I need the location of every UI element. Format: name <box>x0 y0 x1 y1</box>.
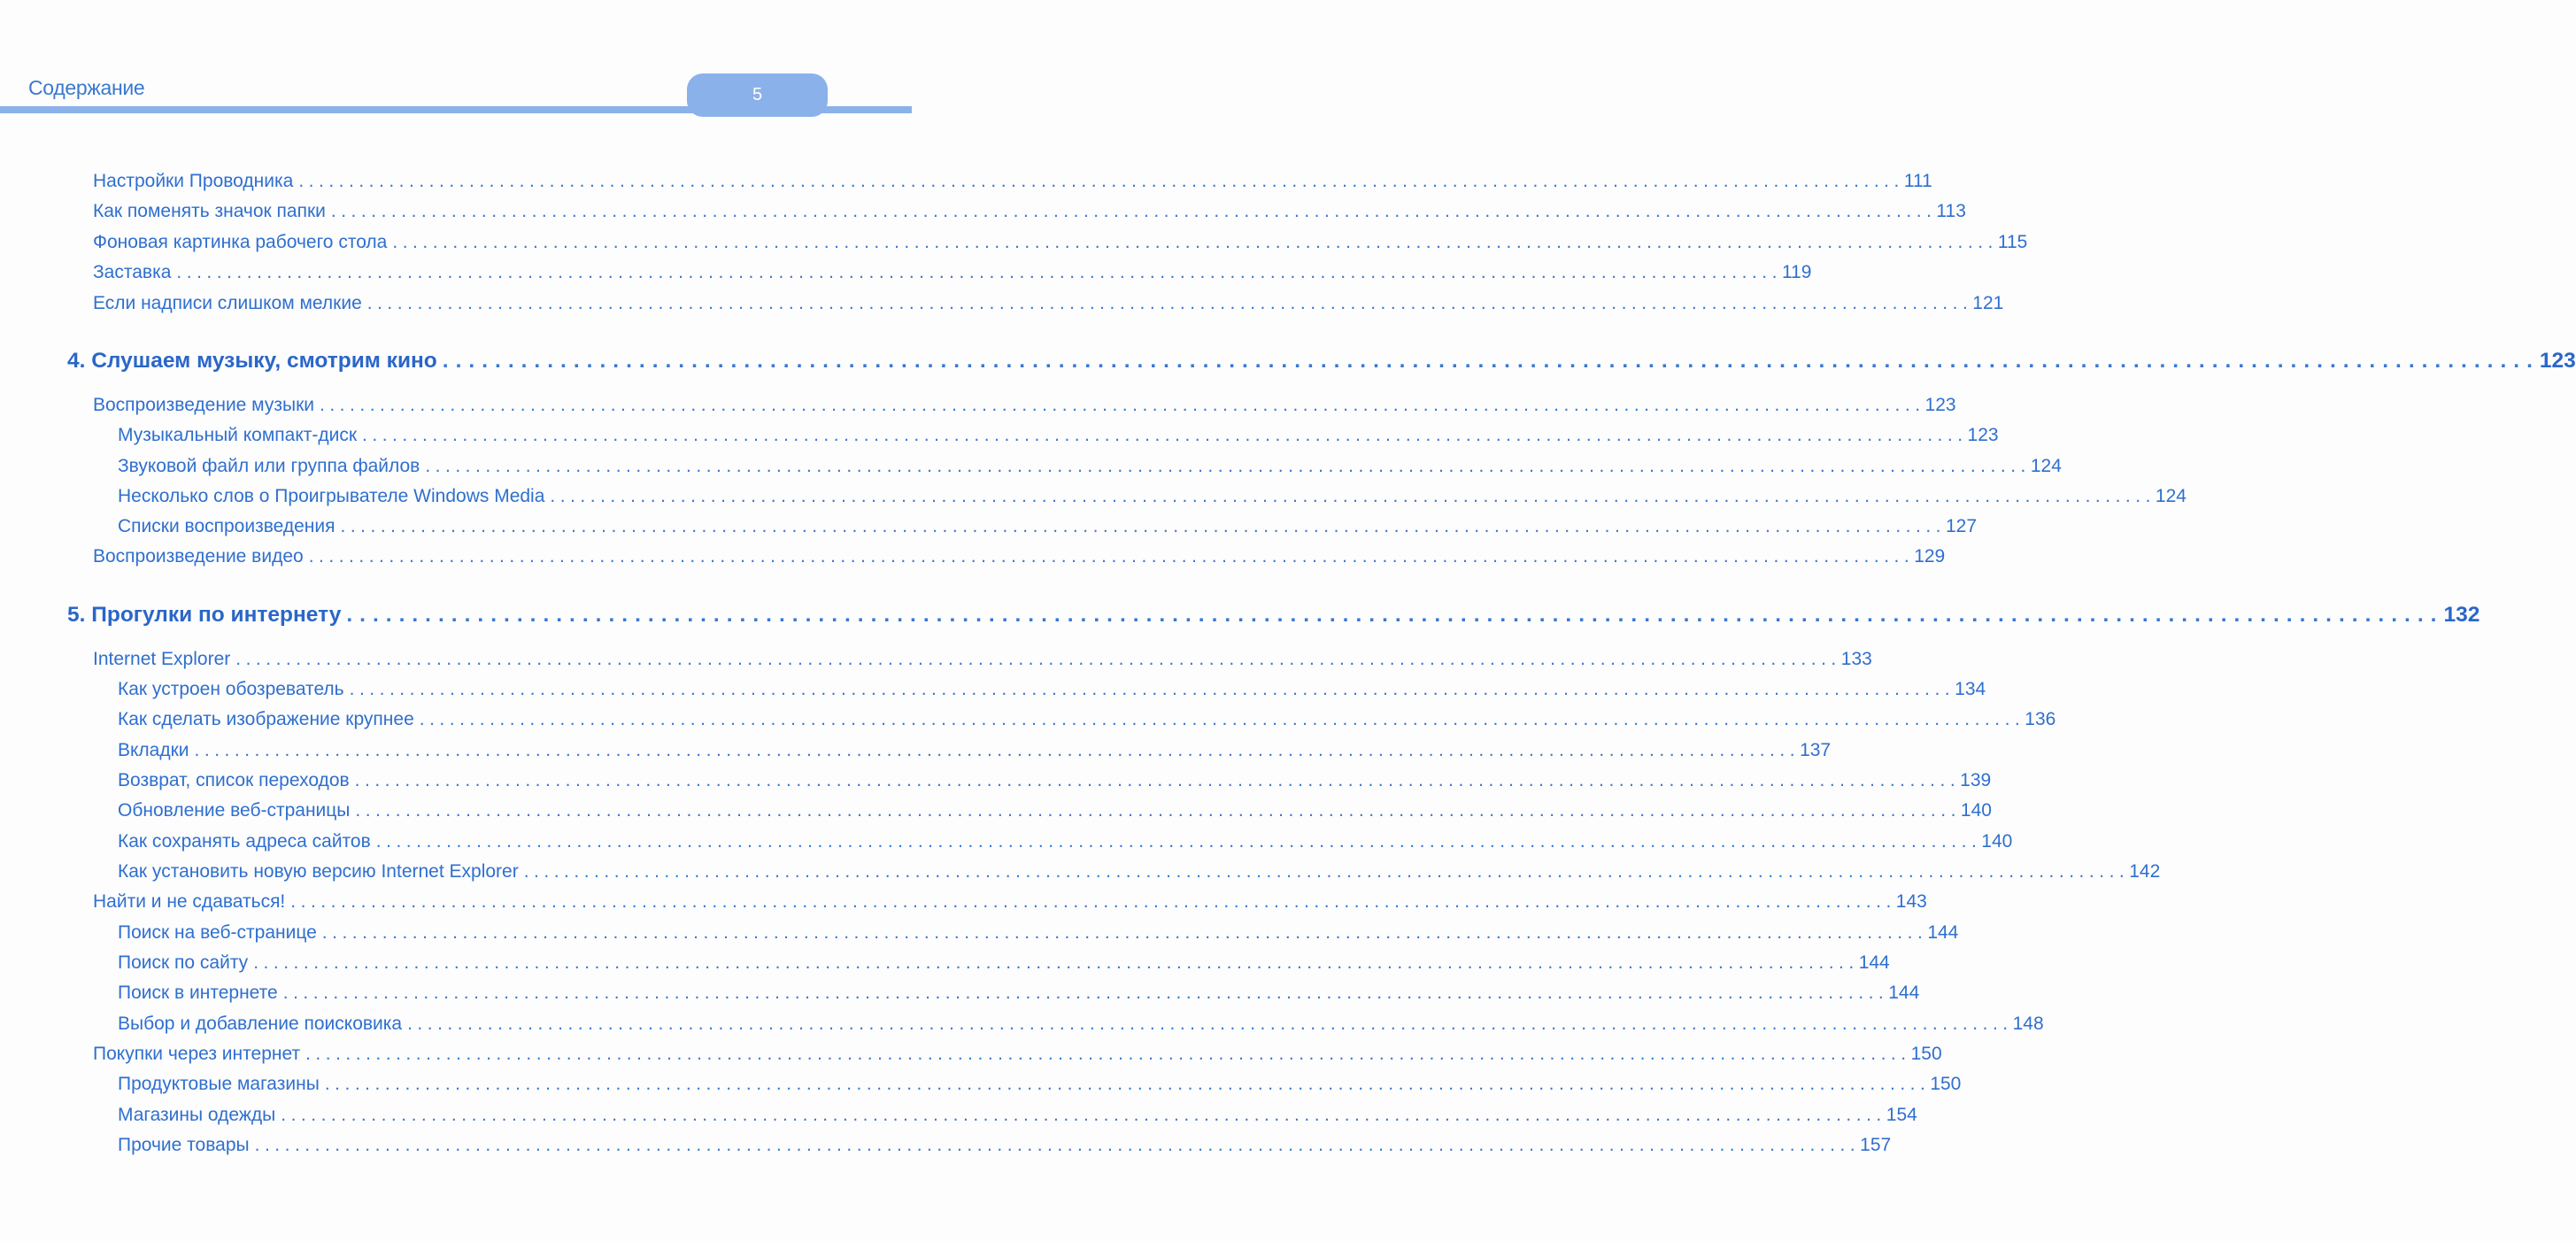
toc-subentry[interactable] <box>118 770 1992 791</box>
toc-entry[interactable] <box>93 293 2004 314</box>
toc-entry-page: 136 <box>2025 709 2056 729</box>
toc-entry-label: Звуковой файл или группа файлов <box>118 456 420 476</box>
dot-leader: ................................................................................................................................................................ <box>375 831 1982 852</box>
dot-leader: ................................................................................................................................................................ <box>354 770 1961 790</box>
toc-entry-page: 127 <box>1946 516 1978 536</box>
toc-subentry[interactable] <box>118 425 1999 446</box>
toc-chapter[interactable] <box>67 603 2480 628</box>
toc-entry-page: 150 <box>1910 1044 1942 1064</box>
toc-entry-page: 134 <box>1955 679 1986 699</box>
toc-entry-label: Покупки через интернет <box>93 1044 301 1064</box>
toc-entry[interactable] <box>93 891 1927 913</box>
toc-entry[interactable] <box>93 232 2028 253</box>
toc-entry-page: 121 <box>1972 293 2004 313</box>
dot-leader: ................................................................................................................................................................ <box>419 709 2025 729</box>
toc-entry-page: 150 <box>1930 1074 1962 1094</box>
toc-entry-page: 113 <box>1936 201 1966 221</box>
toc-entry-page: 144 <box>1888 983 1920 1003</box>
dot-leader: ................................................................................................................................................................ <box>282 983 1889 1003</box>
dot-leader: ................................................................................................................................................................ <box>281 1105 1886 1125</box>
toc-entry-page: 157 <box>1860 1135 1892 1155</box>
toc-entry-label: Магазины одежды <box>118 1105 276 1125</box>
dot-leader: ................................................................................................................................................................ <box>407 1014 2013 1034</box>
dot-leader: ................................................................................................................................................................ <box>349 679 1955 699</box>
toc-subentry[interactable] <box>118 983 1920 1004</box>
toc-entry[interactable] <box>93 201 1966 222</box>
toc-entry-label: Как установить новую версию Internet Explorer <box>118 861 519 882</box>
toc-chapter-label: 4. Слушаем музыку, смотрим кино <box>67 349 437 373</box>
dot-leader: ................................................................................................................................................................ <box>362 425 1968 445</box>
dot-leader: ................................................................................................................................................................ <box>340 516 1946 536</box>
toc-subentry[interactable] <box>118 740 1832 761</box>
toc-entry-label: Если надписи слишком мелкие <box>93 293 362 313</box>
dot-leader: ................................................................................................................................................................ <box>355 800 1961 821</box>
toc-entry-label: Как сохранять адреса сайтов <box>118 831 371 852</box>
toc-entry-label: Музыкальный компакт-диск <box>118 425 358 445</box>
dot-leader: ................................................................................................................................................................ <box>298 171 1904 191</box>
toc-entry-label: Обновление веб-страницы <box>118 800 351 821</box>
toc-entry-label: Internet Explorer <box>93 649 231 669</box>
toc-entry-page: 119 <box>1781 262 1812 282</box>
toc-entry-page: 123 <box>1967 425 1999 445</box>
toc-entry-page: 148 <box>2012 1014 2044 1034</box>
toc-entry-page: 111 <box>1903 171 1932 191</box>
dot-leader: ................................................................................................................................................................ <box>320 395 1925 415</box>
dot-leader: ................................................................................................................................................................ <box>194 740 1801 760</box>
toc-entry-page: 144 <box>1927 922 1959 943</box>
toc-subentry[interactable] <box>118 456 2062 477</box>
toc-chapter-page: 132 <box>2443 603 2480 627</box>
dot-leader: ................................................................................................................................................................ <box>442 349 2540 373</box>
toc-subentry[interactable] <box>118 922 1959 944</box>
dot-leader: ................................................................................................................................................................ <box>176 262 1782 282</box>
toc-entry-label: Списки воспроизведения <box>118 516 335 536</box>
toc-subentry[interactable] <box>118 679 1986 700</box>
toc-entry-page: 143 <box>1895 891 1927 912</box>
dot-leader: ................................................................................................................................................................ <box>253 952 1859 973</box>
page-number-badge <box>687 73 828 117</box>
toc-entry-label: Прочие товары <box>118 1135 250 1155</box>
dot-leader: ................................................................................................................................................................ <box>235 649 1841 669</box>
toc-entry-label: Несколько слов о Проигрывателе Windows Media <box>118 486 545 506</box>
dot-leader: ................................................................................................................................................................ <box>254 1135 1861 1155</box>
dot-leader: ................................................................................................................................................................ <box>425 456 2031 476</box>
toc-entry-label: Продуктовые магазины <box>118 1074 320 1094</box>
toc-entry-label: Фоновая картинка рабочего стола <box>93 232 388 252</box>
toc-entry-label: Как поменять значок папки <box>93 201 326 221</box>
page-number: 5 <box>752 85 763 104</box>
toc-subentry[interactable] <box>118 516 1978 537</box>
dot-leader: ................................................................................................................................................................ <box>366 293 1973 313</box>
toc-chapter-page: 123 <box>2539 349 2576 373</box>
toc-entry-label: Возврат, список переходов <box>118 770 350 790</box>
toc-entry-page: 133 <box>1840 649 1872 669</box>
dot-leader: ................................................................................................................................................................ <box>290 891 1896 912</box>
toc-subentry[interactable] <box>118 952 1890 974</box>
toc-entry-page: 140 <box>1981 831 2013 852</box>
dot-leader: ................................................................................................................................................................ <box>392 232 1998 252</box>
toc-entry-page: 144 <box>1858 952 1890 973</box>
toc-entry-label: Воспроизведение видео <box>93 546 304 567</box>
dot-leader: ................................................................................................................................................................ <box>523 861 2130 882</box>
toc-entry[interactable] <box>93 395 1956 416</box>
toc-entry[interactable] <box>93 546 1946 567</box>
toc-entry-page: 115 <box>1997 232 2028 252</box>
toc-entry-page: 139 <box>1960 770 1992 790</box>
dot-leader: ................................................................................................................................................................ <box>324 1074 1931 1094</box>
toc-entry-label: Выбор и добавление поисковика <box>118 1014 403 1034</box>
toc-subentry[interactable] <box>118 861 2161 883</box>
toc-entry-label: Поиск по сайту <box>118 952 249 973</box>
toc-chapter-label: 5. Прогулки по интернету <box>67 603 342 627</box>
toc-entry-label: Как устроен обозреватель <box>118 679 344 699</box>
toc-entry-page: 129 <box>1914 546 1946 567</box>
toc-entry-label: Поиск на веб-странице <box>118 922 317 943</box>
toc-entry-label: Заставка <box>93 262 172 282</box>
dot-leader: ................................................................................................................................................................ <box>550 486 2156 506</box>
toc-entry[interactable] <box>93 171 1932 192</box>
toc-entry-page: 137 <box>1800 740 1832 760</box>
dot-leader: ................................................................................................................................................................ <box>308 546 1915 567</box>
toc-entry[interactable] <box>93 262 1812 283</box>
toc-subentry[interactable] <box>118 1105 1917 1126</box>
toc-entry-label: Воспроизведение музыки <box>93 395 315 415</box>
toc-entry-page: 124 <box>2155 486 2187 506</box>
toc-subentry[interactable] <box>118 486 2187 507</box>
toc-entry-page: 142 <box>2129 861 2161 882</box>
toc-subentry[interactable] <box>118 1014 2044 1035</box>
toc-subentry[interactable] <box>118 1074 1962 1095</box>
dot-leader: ................................................................................................................................................................ <box>346 603 2444 627</box>
dot-leader: ................................................................................................................................................................ <box>321 922 1928 943</box>
toc-entry[interactable] <box>93 1044 1942 1065</box>
toc-entry-page: 124 <box>2030 456 2062 476</box>
toc-entry[interactable] <box>93 649 1872 670</box>
running-header-title: Содержание <box>28 76 145 99</box>
toc-subentry[interactable] <box>118 831 2013 852</box>
toc-entry-label: Найти и не сдаваться! <box>93 891 286 912</box>
toc-subentry[interactable] <box>118 800 1992 821</box>
toc-entry-page: 154 <box>1886 1105 1917 1125</box>
toc-entry-label: Вкладки <box>118 740 189 760</box>
toc-entry-label: Как сделать изображение крупнее <box>118 709 414 729</box>
dot-leader: ................................................................................................................................................................ <box>305 1044 1911 1064</box>
toc-entry-label: Поиск в интернете <box>118 983 278 1003</box>
toc-entry-page: 140 <box>1960 800 1992 821</box>
dot-leader: ................................................................................................................................................................ <box>330 201 1937 221</box>
toc-chapter[interactable] <box>67 349 2576 374</box>
toc-subentry[interactable] <box>118 1135 1892 1156</box>
toc-subentry[interactable] <box>118 709 2056 730</box>
toc-entry-label: Настройки Проводника <box>93 171 294 191</box>
toc-entry-page: 123 <box>1924 395 1956 415</box>
